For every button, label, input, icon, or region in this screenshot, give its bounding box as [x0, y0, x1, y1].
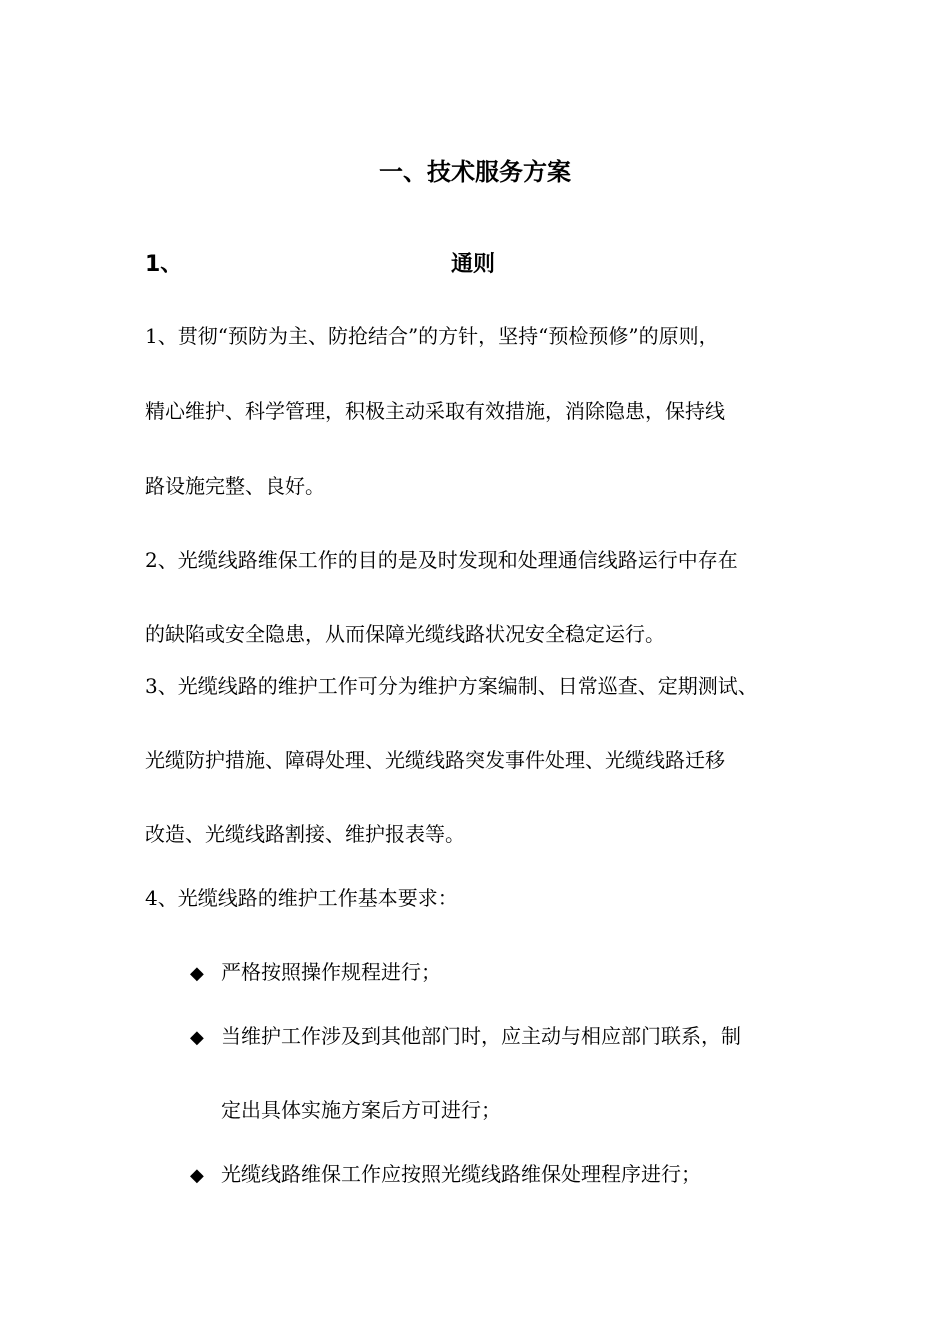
bullet-item [190, 1022, 741, 1052]
bullet-item [190, 958, 441, 988]
bullet-text: 当维护工作涉及到其他部门时，应主动与相应部门联系，制 [221, 1024, 741, 1048]
paragraph-line: 路设施完整、良好。 [145, 474, 325, 498]
paragraph-line: 光缆防护措施、障碍处理、光缆线路突发事件处理、光缆线路迁移 [145, 748, 725, 772]
paragraph-line: 4、光缆线路的维护工作基本要求： [145, 886, 458, 910]
bullet-text: 光缆线路维保工作应按照光缆线路维保处理程序进行； [221, 1162, 701, 1186]
bullet-text-continuation: 定出具体实施方案后方可进行； [221, 1098, 501, 1122]
bullet-item [190, 1160, 701, 1190]
paragraph-line: 1、贯彻“预防为主、防抢结合”的方针，坚持“预检预修”的原则， [145, 324, 719, 348]
paragraph-line: 改造、光缆线路割接、维护报表等。 [145, 822, 465, 846]
paragraph-line: 3、光缆线路的维护工作可分为维护方案编制、日常巡查、定期测试、 [145, 674, 758, 698]
diamond-bullet-icon: ◆ [190, 1165, 204, 1186]
diamond-bullet-icon: ◆ [190, 1027, 204, 1048]
section-title: 通则 [451, 252, 496, 277]
document-title: 一、技术服务方案 [379, 158, 571, 186]
bullet-text: 严格按照操作规程进行； [221, 960, 441, 984]
section-number: 1、 [145, 252, 183, 277]
paragraph-line: 精心维护、科学管理，积极主动采取有效措施，消除隐患，保持线 [145, 399, 725, 423]
paragraph-line: 的缺陷或安全隐患，从而保障光缆线路状况安全稳定运行。 [145, 622, 665, 646]
paragraph-line: 2、光缆线路维保工作的目的是及时发现和处理通信线路运行中存在 [145, 548, 738, 572]
diamond-bullet-icon: ◆ [190, 963, 204, 984]
